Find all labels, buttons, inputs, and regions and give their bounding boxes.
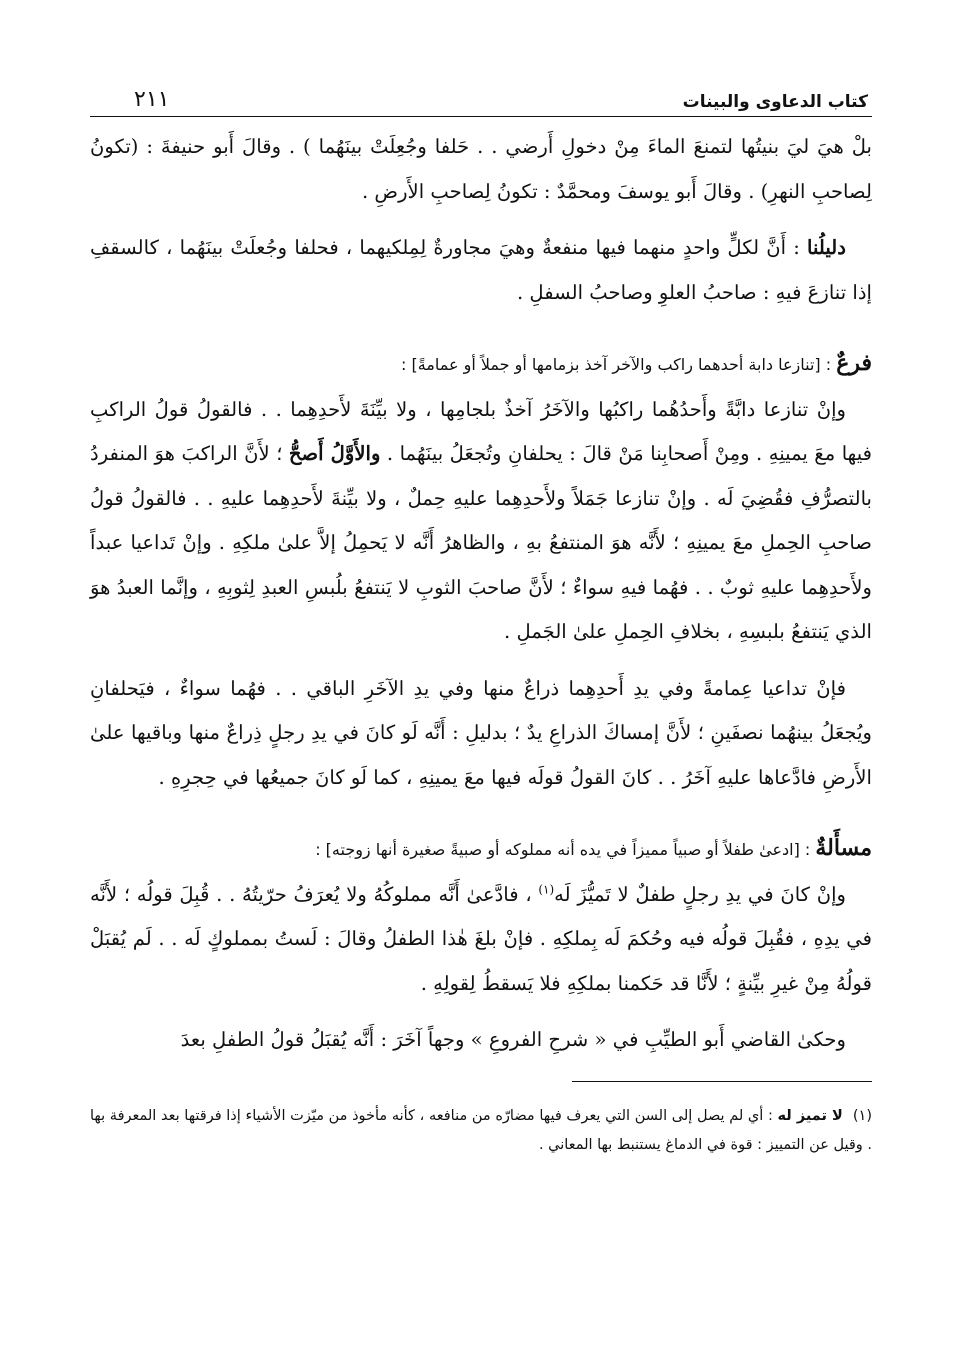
paragraph-text: ؛ لأَنَّ الراكبَ هوَ المنفردُ بالتصرُّفِ فقُضِيَ لَه . وإنْ تنازعا جَمَلاً ولأَحدِهِما عليهِ حِملٌ ، ولا بيِّنةَ لأَحدِهِما عليهِ . . فالقولُ قولُ صاحبِ الحِملِ معَ يمينِهِ ؛ لأَنَّه هوَ المنتفعُ بهِ ، والظاهرُ أَنَّه لا يَحمِلُ إلاَّ علىٰ ملكِهِ . وإنْ تَداعيا عبداً ولأَحدِهِما عليهِ ثوبٌ . . فهُما فيهِ سواءٌ ؛ لأَنَّ صاحبَ الثوبِ لا يَنتفعُ بلُبسِ العبدِ لِثوبِهِ ، وإنَّما العبدُ هوَ الذي يَنتفعُ بلبسِهِ ، بخلافِ الحِملِ علىٰ الجَملِ . (90, 442, 872, 643)
footnote-text: : أي لم يصل إلى السن التي يعرف فيها مضارّه من منافعه ، كأنه مأخوذ من ميّزت الأشياء إذا فرقتها بعد المعرفة بها . وقيل عن التمييز : قوة في الدماغ يستنبط بها المعاني . (90, 1107, 872, 1153)
paragraph: فإنْ تداعيا عِمامةً وفي يدِ أَحدِهِما ذراعٌ منها وفي يدِ الآخَرِ الباقي . . فهُما سواءٌ ، فيَحلفانِ ويُجعَلُ بينهُما نصفَينِ ؛ لأَنَّ إمساكَ الذراعِ يدٌ ؛ بدليلِ : أَنَّه لَو كانَ في يدِ رجلٍ ذِراعٌ منها وباقيها علىٰ الأَرضِ فادَّعاها عليهِ آخَرُ . . كانَ القولُ قولَه فيها معَ يمينِهِ ، كما لَو كانَ جميعُها في حِجرِهِ . (90, 676, 872, 789)
paragraph-evidence (90, 226, 872, 315)
heading-title: : [ادعىٰ طفلاً أو صبياً مميزاً في يده أنه مملوكه أو صبيةً صغيرة أنها زوجته] : (315, 840, 816, 859)
running-header (90, 78, 872, 117)
paragraph (90, 873, 872, 1007)
footnote (90, 1102, 872, 1160)
book-page (90, 78, 872, 1160)
footnote-number: (١) (852, 1107, 872, 1124)
running-title: كتاب الدعاوى والبينات (682, 92, 868, 112)
section-heading-branch (90, 341, 872, 388)
main-text (90, 125, 872, 1063)
heading-word: فرعٌ (836, 350, 872, 376)
paragraph: بلْ هيَ ليَ بنيتُها لتمنعَ الماءَ مِنْ دخولِ أَرضي . . حَلفا وجُعِلَتْ بينَهُما ) . وقالَ أَبو حنيفةَ : (تكونُ لِصاحبِ النهرِ) . وقالَ أَبو يوسفَ ومحمَّدٌ : تكونُ لِصاحبِ الأَرضِ . (90, 135, 872, 203)
footnote-divider (572, 1081, 872, 1082)
emphasis-text: والأَوَّلُ أَصحُّ (288, 442, 381, 465)
paragraph-text: وإنْ تنازعا دابَّةً وأَحدُهُما راكبُها والآخَرُ آخذٌ بلجامِها ، ولا بيِّنَةَ لأَحدِهِما . . فالقولُ قولُ الراكبِ فيها معَ يمينِهِ . ومِنْ أَصحابِنا مَنْ قالَ : يحلفانِ وتُجعَلُ بينَهُما . (90, 397, 872, 465)
paragraph-text: وإنْ كانَ في يدِ رجلٍ طفلٌ لا تَميُّزَ لَه (554, 882, 846, 906)
page-number: ٢١١ (134, 87, 170, 112)
heading-title: : [تنازعا دابة أحدهما راكب والآخر آخذ بزمامها أو جملاً أو عمامةً] : (400, 355, 837, 374)
footnote-reference[interactable]: (١) (538, 881, 555, 896)
section-heading-issue (90, 826, 872, 873)
paragraph (90, 388, 872, 655)
heading-word: مسأَلةٌ (815, 835, 872, 861)
evidence-lead: دليلُنا (807, 236, 846, 259)
paragraph-text: ، فادَّعىٰ أَنَّه مملوكُهُ ولا يُعرَفُ حرّيتُهُ . . قُبِلَ قولُه ؛ لأَنَّه في يدِهِ ، فقُبِلَ قولُه فيه وحُكمَ لَه بِملكِهِ . فإنْ بلغَ هٰذا الطفلُ وقالَ : لَستُ بمملوكٍ لَه . . لَم يُقبَلْ قولُهُ مِنْ غيرِ بيِّنةٍ ؛ لأَنَّا قد حَكمنا بملكِهِ فلا يَسقطُ لِقولِهِ . (90, 882, 872, 995)
paragraph: وحكىٰ القاضي أَبو الطيِّبِ في « شرحِ الفروعِ » وجهاً آخَرَ : أَنَّه يُقبَلُ قولُ الطفلِ بعدَ (180, 1028, 846, 1051)
footnotes (90, 1102, 872, 1160)
paragraph-text: : أَنَّ لكلٍّ واحدٍ منهما فيها منفعةٌ وهيَ مجاورةٌ لِمِلكيهما ، فحلفا وجُعلَتْ بينَهُما ، كالسقفِ إذا تنازعَ فيهِ : صاحبُ العلوِ وصاحبُ السفلِ . (90, 236, 872, 304)
footnote-term: لا تميز له (777, 1107, 843, 1124)
